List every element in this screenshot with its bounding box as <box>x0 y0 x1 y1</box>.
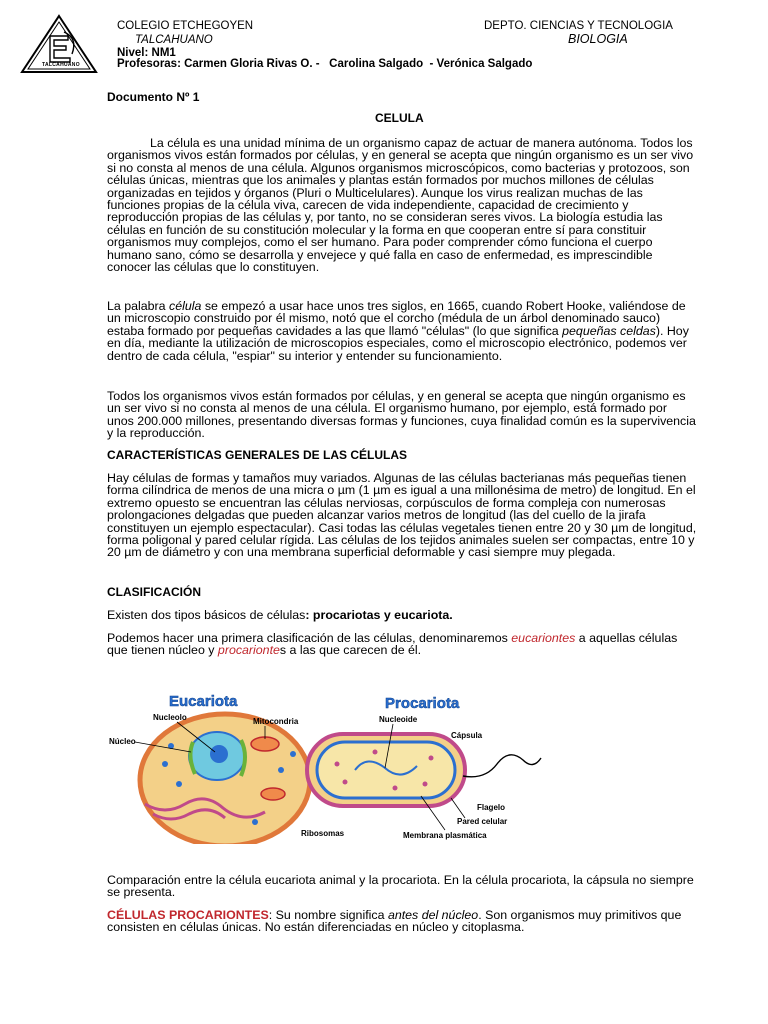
p7-heading: CÉLULAS PROCARIONTES <box>107 908 269 922</box>
paragraph-prokaryotes <box>107 909 697 934</box>
label-mitocondria: Mitocondria <box>253 717 299 726</box>
teachers-line: Profesoras: Carmen Gloria Rivas O. - Carolina Salgado - Verónica Salgado <box>117 58 533 70</box>
label-nucleo: Núcleo <box>109 737 136 746</box>
figure-caption-text: Comparación entre la célula eucariota animal y la procariota. En la célula procariota, la cápsula no siempre se presenta. <box>107 873 694 900</box>
label-membrana: Membrana plasmática <box>403 831 487 840</box>
subject-name: BIOLOGIA <box>568 32 628 46</box>
cell-comparison-figure <box>105 684 545 844</box>
p2-part-e: ). Hoy en día, mediante la utilización de microscopios especiales, como el microscopio electrónico, podemos ver dentro de cada célula, "espiar" su interior y entender su funcionamiento. <box>107 323 689 363</box>
p6-procarionte: procarionte <box>217 643 280 658</box>
eucariota-title: Eucariota <box>169 693 238 710</box>
paragraph-organisms <box>107 390 697 440</box>
heading-characteristics: CARACTERÍSTICAS GENERALES DE LAS CÉLULAS <box>107 448 408 462</box>
p6-part-e: s a las que carecen de él. <box>279 643 422 658</box>
paragraph-intro-text: La célula es una unidad mínima de un organismo capaz de actuar de manera autónoma. Todos los organismos vivos están formados por células, y en general se acepta que ningún organismo es un ser vivo si no consta al menos de una célula. Algunos organismos microscópicos, como bacterias y protozoos, son células únicas, mientras que los animales y plantas están formados por muchos millones de células organizadas en tejidos y órganos (Pluri o Multicelulares). Aunque los virus realizan muchas de las funciones propias de la célula viva, carecen de vida independiente, capacidad de crecimiento y reproducción propias de las células y, por tanto, no se consideran seres vivos. La biología estudia las células en función de su constitución molecular y la forma en que cooperan entre sí para constituir organismos muy complejos, como el ser humano. Para poder comprender cómo funciona el cuerpo humano sano, cómo se desarrolla y envejece y qué falla en caso de enfermedad, es imprescindible conocer las células que lo constituyen. <box>107 136 694 275</box>
paragraph-characteristics <box>107 472 697 559</box>
p5-types-bold: : procariotas y eucariota. <box>305 608 453 622</box>
school-name: COLEGIO ETCHEGOYEN <box>117 20 254 32</box>
p2-part-c: se empezó a usar hace unos tres siglos, en 1665, cuando Robert Hooke, valiéndose de un microscopio construido por él mismo, notó que el corcho (médula de un árbol denominado sauco) estaba formado por pequeñas cavidades a las que llamó "células" (lo que significa <box>107 299 686 338</box>
figure-caption <box>107 874 697 899</box>
p7-part-b: : Su nombre significa <box>268 908 388 922</box>
school-city: TALCAHUANO <box>135 34 213 46</box>
label-capsula: Cápsula <box>451 731 483 740</box>
p6-part-a: Podemos hacer una primera clasificación de las células, denominaremos <box>107 631 512 645</box>
label-nucleolo: Nucleolo <box>153 713 187 722</box>
p2-part-a: La palabra <box>107 299 170 313</box>
department-name: DEPTO. CIENCIAS Y TECNOLOGIA <box>484 20 673 32</box>
p2-small-cells: pequeñas celdas <box>562 323 656 338</box>
level-label: Nivel: NM1 <box>117 47 176 59</box>
label-pared: Pared celular <box>457 817 508 826</box>
eukaryote-nucleolus <box>210 745 228 763</box>
prokaryote-flagellum <box>463 755 541 777</box>
paragraph-hooke <box>107 300 697 362</box>
eukaryote-mitochondrion <box>251 737 279 751</box>
paragraph-intro <box>107 137 697 273</box>
p7-part-d: . Son organismos muy primitivos que consisten en células únicas. No están diferenciadas en núcleo y citoplasma. <box>107 908 682 935</box>
school-logo <box>20 14 98 76</box>
document-number: Documento Nº 1 <box>107 90 200 104</box>
label-ribosomas: Ribosomas <box>301 829 345 838</box>
label-flagelo: Flagelo <box>477 803 506 812</box>
heading-classification: CLASIFICACIÓN <box>107 585 201 599</box>
label-nucleoide: Nucleoide <box>379 715 418 724</box>
paragraph-classification <box>107 632 697 657</box>
cell-diagram <box>105 684 545 844</box>
p6-eucariontes: eucariontes <box>511 631 576 645</box>
p7-before-nucleus: antes del núcleo <box>387 908 479 922</box>
logo-text: TALCAHUANO <box>42 62 80 68</box>
p5-part-a: Existen dos tipos básicos de células <box>107 608 306 622</box>
paragraph-characteristics-text: Hay células de formas y tamaños muy variados. Algunas de las células bacterianas más pequeñas tienen forma cilíndrica de menos de una micra o µm (1 µm es igual a una millonésima de metro) de longitud. En el extremo opuesto se encuentran las células nerviosas, corpúsculos de forma compleja con numerosas prolongaciones delgadas que pueden alcanzar varios metros de longitud (las del cuello de la jirafa constituyen un ejemplo espectacular). Casi todas las células vegetales tienen entre 20 y 30 µm de longitud, forma poligonal y pared celular rígida. Las células de los tejidos animales suelen ser compactas, entre 10 y 20 µm de diámetro y con una membrana superficial deformable y casi siempre muy plegada. <box>107 471 697 560</box>
p2-cell-word: célula <box>169 299 202 313</box>
paragraph-types <box>107 609 697 621</box>
page-title: CELULA <box>375 111 424 125</box>
paragraph-organisms-text: Todos los organismos vivos están formados por células, y en general se acepta que ningún organismo es un ser vivo si no consta al menos de una célula. El organismo humano, por ejemplo, está formado por unos 200.000 millones, presentando diversas formas y funciones, cuya finalidad común es la supervivencia y la reproducción. <box>107 389 696 441</box>
p6-part-c: a aquellas células que tienen núcleo y <box>107 631 678 658</box>
procariota-title: Procariota <box>385 695 460 712</box>
